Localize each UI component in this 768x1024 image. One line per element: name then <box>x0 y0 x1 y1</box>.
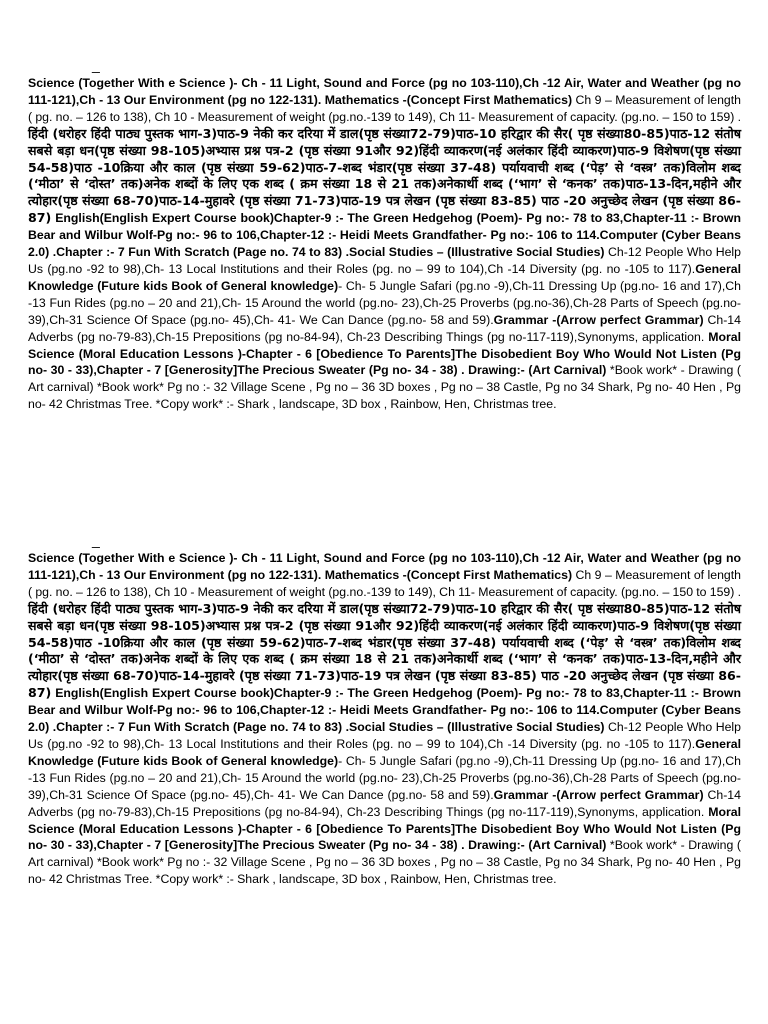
moral-drawing-heading: Moral Science (Moral Education Lessons )-Chapter - 6 [Obedience To Parents]The Disobedient Boy Who Would Not Listen (Pg no- 30 - 33),Chapter - 7 [Generosity]The Precious Sweater (Pg no- 34 - 38) . Drawing:- (Art Carnival) <box>28 329 741 378</box>
moral-drawing-heading: Moral Science (Moral Education Lessons )-Chapter - 6 [Obedience To Parents]The Disobedient Boy Who Would Not Listen (Pg no- 30 - 33),Chapter - 7 [Generosity]The Precious Sweater (Pg no- 34 - 38) . Drawing:- (Art Carnival) <box>28 804 741 853</box>
syllabus-block-1 <box>28 55 741 413</box>
science-heading: Science (Together With e Science ) <box>28 76 234 90</box>
gk-chapters: - Ch- 5 Jungle Safari (pg.no -9),Ch-11 Dressing Up (pg.no- 16 and 17),Ch -13 Fun Rides (pg.no – 20 and 21),Ch- 15 Around the world (pg.no- 23),Ch-25 Proverbs (pg.no-36),Ch-28 Parts of Speech (pg.no-39),Ch-31 Science Of Space (pg.no- 45),Ch- 41- We Can Dance (pg.no- 58 and 59). <box>28 278 742 327</box>
syllabus-paragraph <box>28 550 741 888</box>
dash-mark: _ <box>92 532 100 548</box>
sst-chapters: Ch-12 People Who Help Us (pg.no -92 to 98),Ch- 13 Local Institutions and their Roles (pg. no – 99 to 104),Ch -14 Diversity (pg. no -105 to 117). <box>28 245 741 276</box>
maths-heading: Mathematics -(Concept First Mathematics) <box>321 92 573 107</box>
grammar-chapters: Ch-14 Adverbs (pg no-79-83),Ch-15 Prepositions (pg no-84-94), Ch-23 Describing Things (pg no-117-119),Synonyms, application. <box>28 787 741 819</box>
gk-chapters: - Ch- 5 Jungle Safari (pg.no -9),Ch-11 Dressing Up (pg.no- 16 and 17),Ch -13 Fun Rides (pg.no – 20 and 21),Ch- 15 Around the world (pg.no- 23),Ch-25 Proverbs (pg.no-36),Ch-28 Parts of Speech (pg.no-39),Ch-31 Science Of Space (pg.no- 45),Ch- 41- We Can Dance (pg.no- 58 and 59). <box>28 753 742 802</box>
sst-chapters: Ch-12 People Who Help Us (pg.no -92 to 98),Ch- 13 Local Institutions and their Roles (pg. no – 99 to 104),Ch -14 Diversity (pg. no -105 to 117). <box>28 720 741 751</box>
maths-heading: Mathematics -(Concept First Mathematics) <box>321 567 573 582</box>
hindi-section: हिंदी (धरोहर हिंदी पाठ्य पुस्तक भाग-3)पाठ-9 नेकी कर दरिया में डाल(पृष्ठ संख्या72-79)पाठ-10 हरिद्वार की सैर( पृष्ठ संख्या80-85)पाठ-12 संतोष सबसे बड़ा धन(पृष्ठ संख्या 98-105)अभ्यास प्रश्न पत्र-2 (पृष्ठ संख्या 91और 92)हिंदी व्याकरण(नई अलंकार हिंदी व्याकरण)पाठ-9 विशेषण(पृष्ठ संख्या 54-58)पाठ -10क्रिया और काल (पृष्ठ संख्या 59-62)पाठ-7-शब्द भंडार(पृष्ठ संख्या 37-48) पर्यायवाची शब्द (‘पेड़’ से ‘वस्त्र’ तक)विलोम शब्द (‘मीठा’ से ‘दोस्त’ तक)अनेक शब्दों के लिए एक शब्द ( क्रम संख्या 18 से 21 तक)अनेकार्थी शब्द (‘भाग’ से ‘कनक’ तक)पाठ-13-दिन,महीने और त्योहार(पृष्ठ संख्या 68-70)पाठ-14-मुहावरे (पृष्ठ संख्या 71-73)पाठ-19 पत्र लेखन (पृष्ठ संख्या 83-85) पाठ -20 अनुच्छेद लेखन (पृष्ठ संख्या 86-87) <box>28 600 741 701</box>
english-computer-sst-heading: English(English Expert Course book)Chapter-9 :- The Green Hedgehog (Poem)- Pg no:- 78 to 83,Chapter-11 :- Brown Bear and Wilbur Wolf-Pg no:- 96 to 106,Chapter-12 :- Heidi Meets Grandfather- Pg no:- 106 to 114.Computer (Cyber Beans 2.0) .Chapter :- 7 Fun With Scratch (Page no. 74 to 83) .Social Studies – (Illustrative Social Studies) <box>28 211 741 260</box>
english-computer-sst-heading: English(English Expert Course book)Chapter-9 :- The Green Hedgehog (Poem)- Pg no:- 78 to 83,Chapter-11 :- Brown Bear and Wilbur Wolf-Pg no:- 96 to 106,Chapter-12 :- Heidi Meets Grandfather- Pg no:- 106 to 114.Computer (Cyber Beans 2.0) .Chapter :- 7 Fun With Scratch (Page no. 74 to 83) .Social Studies – (Illustrative Social Studies) <box>28 686 741 735</box>
grammar-heading: Grammar -(Arrow perfect Grammar) <box>493 787 704 802</box>
science-heading: Science (Together With e Science ) <box>28 551 234 565</box>
hindi-section: हिंदी (धरोहर हिंदी पाठ्य पुस्तक भाग-3)पाठ-9 नेकी कर दरिया में डाल(पृष्ठ संख्या72-79)पाठ-10 हरिद्वार की सैर( पृष्ठ संख्या80-85)पाठ-12 संतोष सबसे बड़ा धन(पृष्ठ संख्या 98-105)अभ्यास प्रश्न पत्र-2 (पृष्ठ संख्या 91और 92)हिंदी व्याकरण(नई अलंकार हिंदी व्याकरण)पाठ-9 विशेषण(पृष्ठ संख्या 54-58)पाठ -10क्रिया और काल (पृष्ठ संख्या 59-62)पाठ-7-शब्द भंडार(पृष्ठ संख्या 37-48) पर्यायवाची शब्द (‘पेड़’ से ‘वस्त्र’ तक)विलोम शब्द (‘मीठा’ से ‘दोस्त’ तक)अनेक शब्दों के लिए एक शब्द ( क्रम संख्या 18 से 21 तक)अनेकार्थी शब्द (‘भाग’ से ‘कनक’ तक)पाठ-13-दिन,महीने और त्योहार(पृष्ठ संख्या 68-70)पाठ-14-मुहावरे (पृष्ठ संख्या 71-73)पाठ-19 पत्र लेखन (पृष्ठ संख्या 83-85) पाठ -20 अनुच्छेद लेखन (पृष्ठ संख्या 86-87) <box>28 125 741 226</box>
maths-chapters: Ch 9 – Measurement of length ( pg. no. – 126 to 138), Ch 10 - Measurement of weight (pg.no.-139 to 149), Ch 11- Measurement of capacity. (pg.no. – 150 to 159) . <box>28 92 742 124</box>
dash-mark: _ <box>92 57 100 73</box>
gk-heading: General Knowledge (Future kids Book of General knowledge) <box>28 261 741 293</box>
syllabus-block-2 <box>28 530 741 888</box>
grammar-chapters: Ch-14 Adverbs (pg no-79-83),Ch-15 Prepositions (pg no-84-94), Ch-23 Describing Things (pg no-117-119),Synonyms, application. <box>28 312 741 344</box>
grammar-heading: Grammar -(Arrow perfect Grammar) <box>493 312 704 327</box>
science-chapters: - Ch - 11 Light, Sound and Force (pg no 103-110),Ch -12 Air, Water and Weather (pg no 111-121),Ch - 13 Our Environment (pg no 122-131). <box>28 551 741 582</box>
gk-heading: General Knowledge (Future kids Book of General knowledge) <box>28 736 741 768</box>
drawing-work: *Book work* - Drawing ( Art carnival) *Book work* Pg no :- 32 Village Scene , Pg no – 36 3D boxes , Pg no – 38 Castle, Pg no 34 Shark, Pg no- 40 Hen , Pg no- 42 Christmas Tree. *Copy work* :- Shark , landscape, 3D box , Rainbow, Hen, Christmas tree. <box>28 838 741 887</box>
syllabus-paragraph <box>28 75 741 413</box>
maths-chapters: Ch 9 – Measurement of length ( pg. no. – 126 to 138), Ch 10 - Measurement of weight (pg.no.-139 to 149), Ch 11- Measurement of capacity. (pg.no. – 150 to 159) . <box>28 567 742 599</box>
drawing-work: *Book work* - Drawing ( Art carnival) *Book work* Pg no :- 32 Village Scene , Pg no – 36 3D boxes , Pg no – 38 Castle, Pg no 34 Shark, Pg no- 40 Hen , Pg no- 42 Christmas Tree. *Copy work* :- Shark , landscape, 3D box , Rainbow, Hen, Christmas tree. <box>28 363 741 412</box>
science-chapters: - Ch - 11 Light, Sound and Force (pg no 103-110),Ch -12 Air, Water and Weather (pg no 111-121),Ch - 13 Our Environment (pg no 122-131). <box>28 76 741 107</box>
